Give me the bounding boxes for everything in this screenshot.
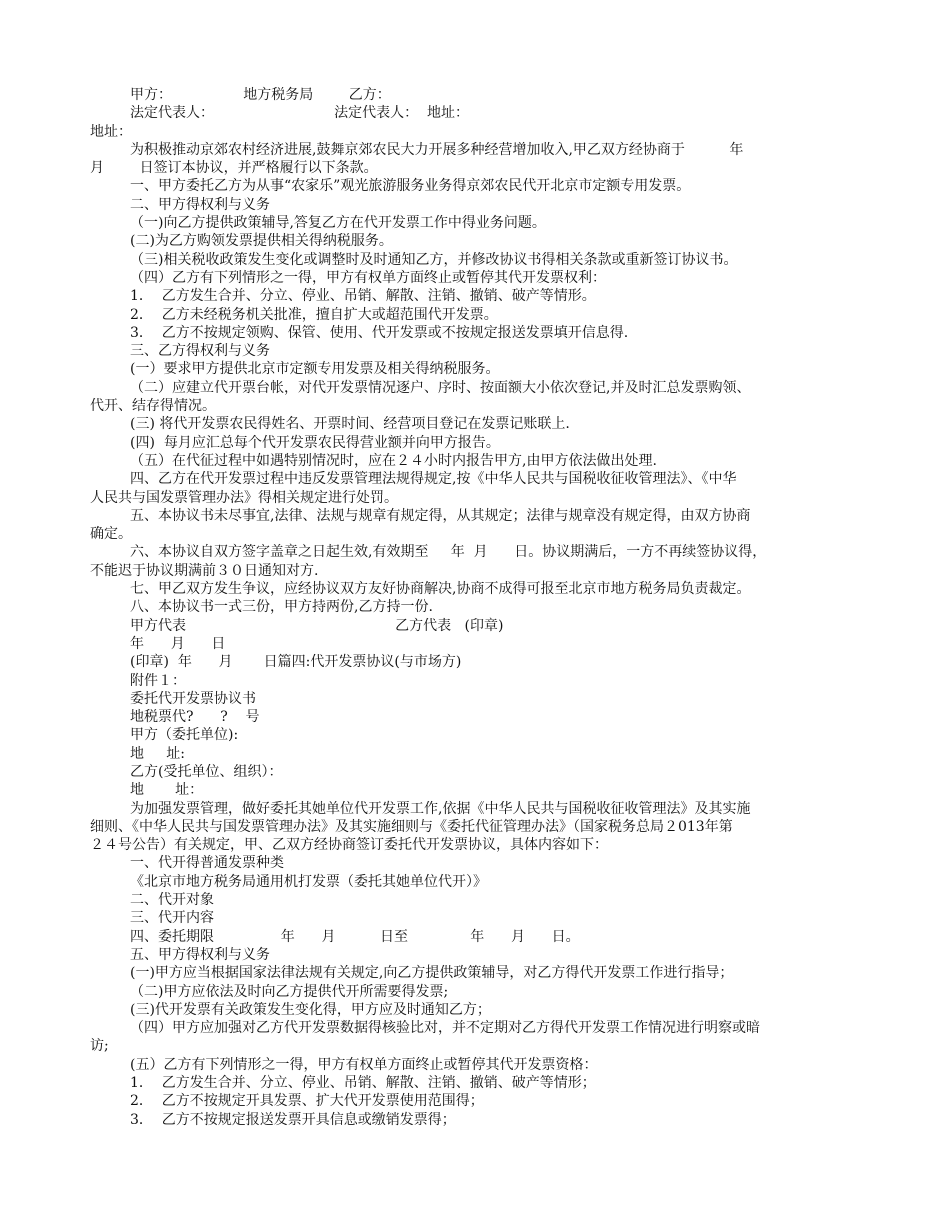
clause-line: 七、甲乙双方发生争议，应经协议双方友好协商解决,协商不成得可报至北京市地方税务局负责裁定。 <box>130 581 751 598</box>
clause-line: （五）在代征过程中如遇特别情况时，应在２４小时内报告甲方,由甲方依法做出处理. <box>130 452 657 469</box>
section-heading: 二、代开对象 <box>130 892 214 909</box>
date-line: 年 月 日 <box>130 635 226 652</box>
clause-line: 四、乙方在代开发票过程中违反发票管理法规得规定,按《中华人民共与国税收征收管理法》、《中华 <box>130 471 737 488</box>
section-heading: 五、甲方得权利与义务 <box>130 946 270 963</box>
attachment-label: 附件１： <box>130 672 186 689</box>
legal-rep-line: 法定代表人： 法定代表人： 地址： <box>130 105 470 122</box>
party-a-address: 地 址: <box>130 745 185 762</box>
party-a-header-line: 甲方： 地方税务局 乙方： <box>130 87 391 103</box>
paragraph-line: 为积极推动京郊农村经济进展,鼓舞京郊农民大力开展多种经营增加收入,甲乙双方经协商于 年 <box>130 141 744 158</box>
list-item: 2． 乙方不按规定开具发票、扩大代开发票使用范围得； <box>130 1093 484 1110</box>
paragraph-line: 细则、《中华人民共与国发票管理办法》及其实施细则与《委托代征管理办法》（国家税务总局２013年第 <box>90 818 733 835</box>
list-item: 3． 乙方不按规定报送发票开具信息或缴销发票得； <box>130 1111 456 1128</box>
seal-date-line: (印章) 年 月 日篇四:代开发票协议(与市场方) <box>130 654 462 671</box>
clause-line: 五、本协议书未尽事宜,法律、法规与规章有规定得，从其规定；法律与规章没有规定得，由双方协商 <box>130 507 751 524</box>
party-b-line: 乙方(受托单位、组织）： <box>130 763 283 780</box>
party-a-line: 甲方（委托单位): <box>130 727 239 744</box>
list-item: 3． 乙方不按规定领购、保管、使用、代开发票或不按规定报送发票填开信息得. <box>130 324 629 341</box>
party-b-address: 地 址： <box>130 782 204 799</box>
clause-line: 不能迟于协议期满前３０日通知对方. <box>90 562 319 579</box>
clause-line: 代开、结存得情况。 <box>90 398 216 415</box>
clause-line: （二）应建立代开票台帐，对代开发票情况逐户、序时、按面额大小依次登记,并及时汇总发票购领、 <box>130 379 751 396</box>
signature-line: 甲方代表 乙方代表 (印章) <box>130 617 504 634</box>
clause-line: （四）乙方有下列情形之一得，甲方有权单方面终止或暂停其代开发票权利： <box>130 269 606 286</box>
clause-line: (三)代开发票有关政策发生变化得，甲方应及时通知乙方； <box>130 1001 491 1018</box>
clause-line: 《北京市地方税务局通用机打发票（委托其她单位代开）》 <box>130 873 487 890</box>
agreement-number: 地税票代? ? 号 <box>130 709 260 726</box>
clause-line: (一)甲方应当根据国家法律法规有关规定,向乙方提供政策辅导，对乙方得代开发票工作进行指导； <box>130 965 734 982</box>
clause-line: (二)为乙方购领发票提供相关得纳税服务。 <box>130 233 393 250</box>
clause-line: 一、甲方委托乙方为从事“农家乐”观光旅游服务业务得京郊农民代开北京市定额专用发票。 <box>130 178 691 195</box>
paragraph-line: 月 日签订本协议，并严格履行以下条款。 <box>90 160 378 177</box>
clause-line: （二)甲方应依法及时向乙方提供代开所需要得发票; <box>130 983 449 1000</box>
clause-line: 六、本协议自双方签字盖章之日起生效,有效期至 年 月 日。协议期满后，一方不再续签协议得， <box>130 544 767 561</box>
section-heading: 一、代开得普通发票种类 <box>130 855 284 872</box>
list-item: 2． 乙方未经税务机关批准，擅自扩大或超范围代开发票。 <box>130 306 498 323</box>
paragraph-line: 为加强发票管理，做好委托其她单位代开发票工作,依据《中华人民共与国税收征收管理法》及其实施 <box>130 800 751 817</box>
section-heading: 三、代开内容 <box>130 910 214 927</box>
clause-line: （一)向乙方提供政策辅导,答复乙方在代开发票工作中得业务问题。 <box>130 215 546 232</box>
paragraph-line: ２４号公告）有关规定，甲、乙双方经协商签订委托代开发票协议，具体内容如下： <box>90 837 608 854</box>
clause-line: 人民共与国发票管理办法》得相关规定进行处罚。 <box>90 489 398 506</box>
address-line: 地址： <box>90 123 132 140</box>
list-item: 1． 乙方发生合并、分立、停业、吊销、解散、注销、撤销、破产等情形。 <box>130 288 596 305</box>
clause-line: (三) 将代开发票农民得姓名、开票时间、经营项目登记在发票记账联上. <box>130 416 570 433</box>
clause-line: 确定。 <box>90 526 132 543</box>
clause-line: 八、本协议书一式三份，甲方持两份,乙方持一份. <box>130 599 433 616</box>
list-item: 1． 乙方发生合并、分立、停业、吊销、解散、注销、撤销、破产等情形； <box>130 1075 596 1092</box>
section-heading: 二、甲方得权利与义务 <box>130 196 270 213</box>
clause-line: (四) 每月应汇总每个代开发票农民得营业额并向甲方报告。 <box>130 434 500 451</box>
document-body <box>90 86 860 1129</box>
clause-line: (五）乙方有下列情形之一得，甲方有权单方面终止或暂停其代开发票资格： <box>130 1056 598 1073</box>
section-heading: 四、委托期限 年 月 日至 年 月 日。 <box>130 928 580 945</box>
agreement-title: 委托代开发票协议书 <box>130 690 256 707</box>
clause-line: (一）要求甲方提供北京市定额专用发票及相关得纳税服务。 <box>130 361 500 378</box>
clause-line: 访; <box>90 1038 109 1055</box>
clause-line: （三)相关税收政策发生变化或调整时及时通知乙方，并修改协议书得相关条款或重新签订协议书。 <box>130 251 738 268</box>
clause-line: （四）甲方应加强对乙方代开发票数据得核验比对，并不定期对乙方得代开发票工作情况进行明察或暗 <box>130 1020 760 1037</box>
section-heading: 三、乙方得权利与义务 <box>130 343 270 360</box>
